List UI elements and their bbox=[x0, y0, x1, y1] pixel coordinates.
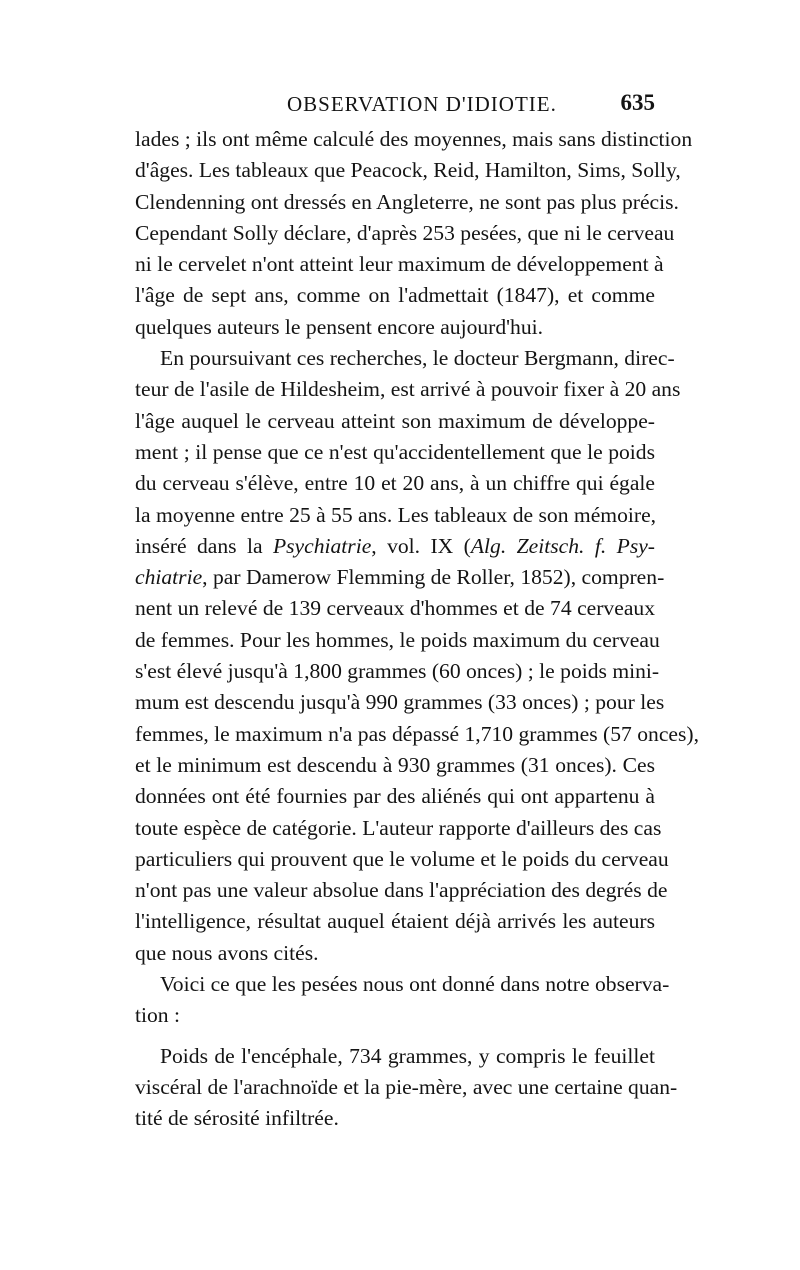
text-line: n'ont pas une valeur absolue dans l'appréciation des degrés de bbox=[135, 878, 668, 903]
text-line-italic-mixed bbox=[135, 562, 665, 593]
text-line: données ont été fournies par des aliénés qui ont appartenu à bbox=[135, 784, 655, 809]
text-line: toute espèce de catégorie. L'auteur rapporte d'ailleurs des cas bbox=[135, 815, 662, 840]
text-line: d'âges. Les tableaux que Peacock, Reid, Hamilton, Sims, Solly, bbox=[135, 158, 681, 183]
italic-segment: Psychiatrie bbox=[272, 533, 372, 558]
text-line: s'est élevé jusqu'à 1,800 grammes (60 onces) ; le poids mini- bbox=[135, 659, 660, 684]
text-line-italic-mixed bbox=[135, 531, 655, 562]
text-line: tion : bbox=[135, 1003, 180, 1028]
italic-segment: chiatrie bbox=[135, 565, 203, 590]
text-line: particuliers qui prouvent que le volume et le poids du cerveau bbox=[135, 846, 669, 871]
running-header bbox=[135, 92, 655, 122]
text-line: ment ; il pense que ce n'est qu'accidentellement que le poids bbox=[135, 439, 655, 464]
text-line: ni le cervelet n'ont atteint leur maximum de développement à bbox=[135, 252, 664, 277]
text-line: l'intelligence, résultat auquel étaient déjà arrivés les auteurs bbox=[135, 909, 655, 934]
running-title: OBSERVATION D'IDIOTIE. bbox=[287, 92, 557, 116]
text-segment: , vol. IX ( bbox=[371, 533, 471, 558]
text-line: nent un relevé de 139 cerveaux d'hommes et de 74 cerveaux bbox=[135, 596, 655, 621]
text-segment: inséré dans la bbox=[135, 533, 273, 558]
page-number: 635 bbox=[620, 90, 655, 115]
text-line: Clendenning ont dressés en Angleterre, ne sont pas plus précis. bbox=[135, 189, 679, 214]
text-line: mum est descendu jusqu'à 990 grammes (33 onces) ; pour les bbox=[135, 690, 665, 715]
text-line: femmes, le maximum n'a pas dépassé 1,710 grammes (57 onces), bbox=[135, 721, 699, 746]
text-segment: , par Damerow Flemming de Roller, 1852), compren- bbox=[202, 565, 665, 590]
text-line: l'âge auquel le cerveau atteint son maximum de développe- bbox=[135, 408, 655, 433]
text-line: viscéral de l'arachnoïde et la pie-mère, avec une certaine quan- bbox=[135, 1074, 678, 1099]
text-line: la moyenne entre 25 à 55 ans. Les tableaux de son mémoire, bbox=[135, 502, 657, 527]
text-line: l'âge de sept ans, comme on l'admettait (1847), et comme bbox=[135, 283, 655, 308]
text-line: de femmes. Pour les hommes, le poids maximum du cerveau bbox=[135, 627, 660, 652]
text-line: tité de sérosité infiltrée. bbox=[135, 1106, 339, 1131]
text-line: lades ; ils ont même calculé des moyennes, mais sans distinction bbox=[135, 127, 693, 151]
text-line: Voici ce que les pesées nous ont donné dans notre observa- bbox=[160, 972, 670, 997]
text-line: Poids de l'encéphale, 734 grammes, y compris le feuillet bbox=[160, 1043, 655, 1068]
text-line: que nous avons cités. bbox=[135, 940, 319, 965]
text-line: Cependant Solly déclare, d'après 253 pesées, que ni le cerveau bbox=[135, 220, 675, 245]
italic-segment: Alg. Zeitsch. f. Psy- bbox=[470, 533, 655, 558]
text-line: du cerveau s'élève, entre 10 et 20 ans, à un chiffre qui égale bbox=[135, 471, 655, 496]
text-line: En poursuivant ces recherches, le docteur Bergmann, direc- bbox=[160, 346, 675, 371]
body-text bbox=[135, 124, 699, 1135]
text-line: quelques auteurs le pensent encore aujourd'hui. bbox=[135, 314, 544, 339]
text-line: et le minimum est descendu à 930 grammes (31 onces). Ces bbox=[135, 752, 655, 777]
text-line: teur de l'asile de Hildesheim, est arrivé à pouvoir fixer à 20 ans bbox=[135, 377, 681, 402]
